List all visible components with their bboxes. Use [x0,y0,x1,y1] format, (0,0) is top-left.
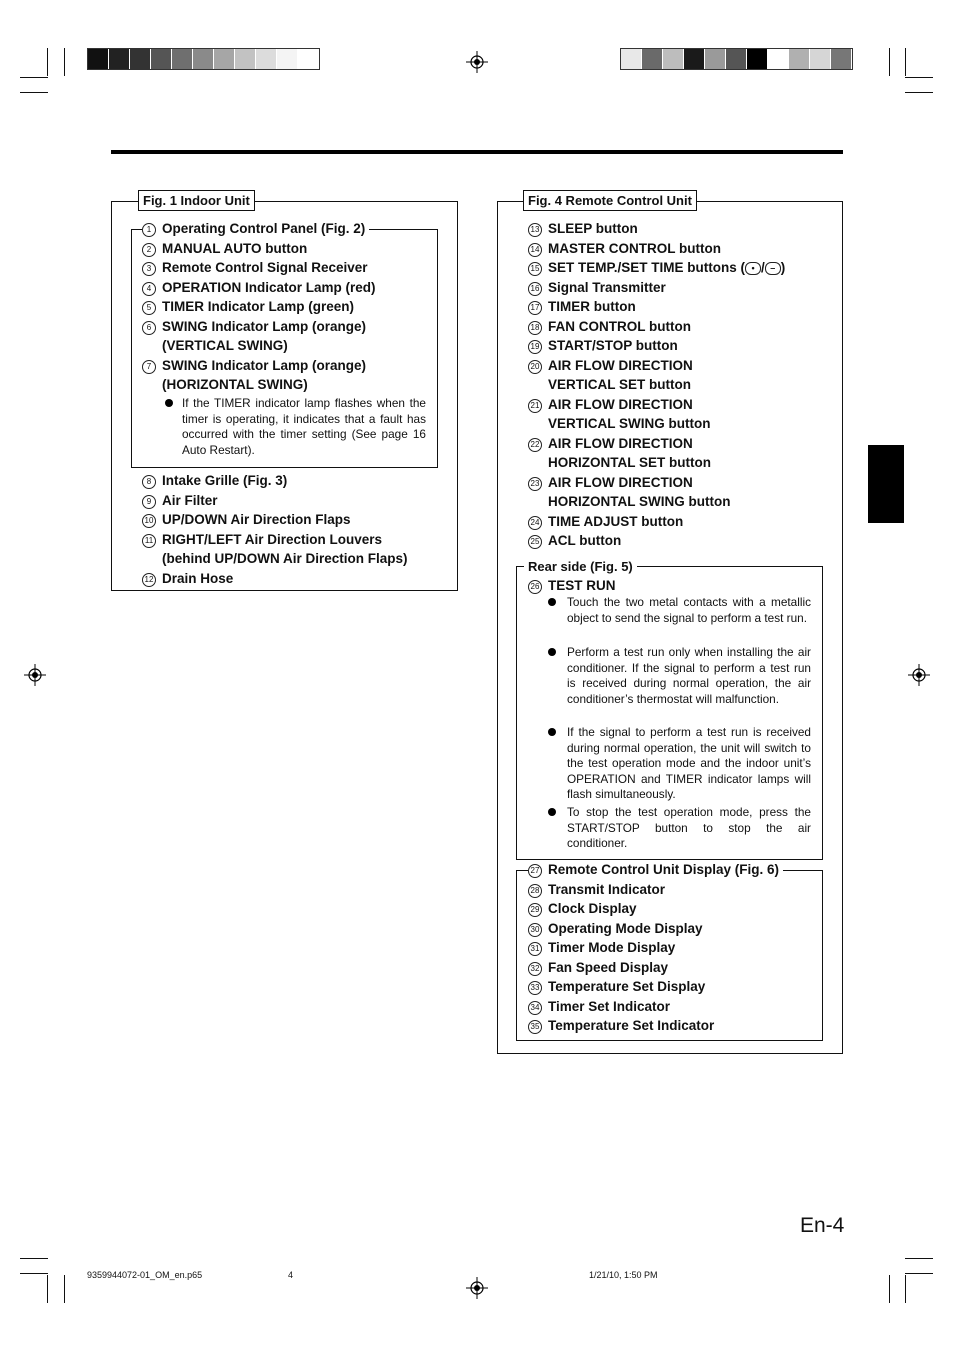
registration-mark-icon [908,664,930,686]
test-run-note-2: Perform a test run only when installing the air conditioner. If the signal to perform a test run is received during normal operation, the air conditioner’s thermostat will malfunction. [567,645,811,706]
color-swatch [621,49,642,69]
test-run-note-3: If the signal to perform a test run is received during normal operation, the unit will switch to the test operation mode and the indoor unit’s OPERATION and TIMER indicator lamps will flash simultaneously. [567,725,811,801]
item-number-icon: 30 [528,923,542,937]
list-item [142,317,366,356]
registration-mark-icon [466,1277,488,1299]
item-label: Timer Set Indicator [548,998,671,1014]
item-label-continued: VERTICAL SET button [548,377,691,392]
item-number-icon: 25 [528,535,542,549]
list-item [528,336,678,356]
item-label: SWING Indicator Lamp (orange) [162,318,367,334]
list-item [528,531,621,551]
crop-mark [905,1273,933,1274]
footer-page: 4 [288,1270,294,1280]
list-item [528,512,683,532]
item-label: MASTER CONTROL button [548,240,721,256]
color-swatch [193,49,214,69]
crop-mark [905,1258,933,1259]
item-number-icon: 2 [142,243,156,257]
item-number-icon: 10 [142,514,156,528]
item-label: SWING Indicator Lamp (orange) [162,357,367,373]
crop-mark [889,1275,890,1303]
item-number-icon: 13 [528,223,542,237]
item-number-icon: 11 [142,534,156,548]
item-number-icon: 14 [528,243,542,257]
color-swatch-bar-left [87,48,320,70]
color-swatch [172,49,193,69]
item-label: Fan Speed Display [548,959,669,975]
item-number-icon: 12 [142,573,156,587]
item-label: AIR FLOW DIRECTION [548,396,693,412]
item-label: OPERATION Indicator Lamp (red) [162,279,376,295]
bullet-icon [548,648,556,656]
list-item [528,278,666,298]
item-label: START/STOP button [548,338,678,353]
header-rule [111,150,843,154]
item-label: AIR FLOW DIRECTION [548,474,693,490]
test-run-note-4: To stop the test operation mode, press the START/STOP button to stop the air conditioner. [567,805,811,850]
item-label: Timer Mode Display [548,940,676,955]
color-swatch [151,49,172,69]
item-number-icon: 28 [528,884,542,898]
item-number-icon: 26 [528,580,542,594]
color-swatch [235,49,256,69]
list-item [142,239,307,259]
item-label: Remote Control Signal Receiver [162,260,368,275]
list-item [142,297,354,317]
list-item [528,434,711,473]
bullet-icon [548,728,556,736]
fig4-title: Fig. 4 Remote Control Unit [523,190,697,211]
item-number-icon: 32 [528,962,542,976]
crop-mark [905,92,933,93]
rear-side-label: Rear side (Fig. 5) [524,559,637,574]
color-swatch [642,49,663,69]
item-number-icon: 21 [528,399,542,413]
item-number-icon: 7 [142,360,156,374]
color-swatch [684,49,705,69]
item-number-icon: 27 [528,864,542,878]
item-number-icon: 33 [528,981,542,995]
list-item [528,219,638,239]
color-swatch [768,49,789,69]
color-swatch [789,49,810,69]
item-number-icon: 17 [528,301,542,315]
item-label: SLEEP button [548,221,638,236]
item-label: FAN CONTROL button [548,318,691,334]
list-item [142,491,218,511]
color-swatch-bar-right [620,48,853,70]
test-run-label: TEST RUN [548,578,616,593]
crop-mark [905,1275,906,1303]
item-label: AIR FLOW DIRECTION [548,357,693,373]
item-label-continued: HORIZONTAL SET button [548,455,711,470]
item-number-icon: 16 [528,282,542,296]
footer-filename: 9359944072-01_OM_en.p65 [87,1270,203,1280]
color-swatch [277,49,298,69]
item-label: TIMER Indicator Lamp (green) [162,299,355,314]
list-item [142,510,351,530]
item-number-icon: 24 [528,516,542,530]
color-swatch [109,49,130,69]
list-item [528,997,670,1017]
registration-mark-icon [24,664,46,686]
color-swatch [810,49,831,69]
item-number-icon: 31 [528,942,542,956]
crop-mark [889,48,890,76]
list-item [528,395,710,434]
list-item [528,356,693,395]
bullet-icon [548,808,556,816]
item-label: Intake Grille (Fig. 3) [162,473,288,488]
list-item [142,356,366,395]
color-swatch [88,49,109,69]
color-swatch [130,49,151,69]
item-label: AIR FLOW DIRECTION [548,435,693,451]
item-number-icon: 29 [528,903,542,917]
item-number-icon: 6 [142,321,156,335]
item-label: UP/DOWN Air Direction Flaps [162,512,351,527]
item-label: Operating Mode Display [548,920,703,936]
item-label: Air Filter [162,492,218,508]
temp-up-button-icon: • [745,262,761,275]
item-label-suffix: ) [780,260,786,275]
list-item [142,471,287,491]
color-swatch [256,49,277,69]
item-number-icon: 34 [528,1001,542,1015]
item-number-icon: 4 [142,282,156,296]
item-number-icon: 18 [528,321,542,335]
test-run-item [528,576,616,596]
crop-mark [20,77,48,78]
color-swatch [726,49,747,69]
list-item [528,958,668,978]
list-item [528,938,675,958]
footer-date: 1/21/10, 1:50 PM [589,1270,658,1280]
color-swatch [214,49,235,69]
item-label: SET TEMP./SET TIME buttons ( [548,260,746,275]
item-label: RIGHT/LEFT Air Direction Louvers [162,531,383,547]
list-item [142,569,233,589]
crop-mark [47,48,48,76]
crop-mark [20,92,48,93]
crop-mark [20,1273,48,1274]
list-item [142,258,368,278]
item-label: ACL button [548,533,622,548]
item-label: TIME ADJUST button [548,513,684,529]
item-label: Operating Control Panel (Fig. 2) [162,221,366,236]
item-label-continued: (HORIZONTAL SWING) [162,377,308,392]
color-swatch [298,49,319,69]
item-number-icon: 3 [142,262,156,276]
item-label: MANUAL AUTO button [162,240,308,256]
item-number-icon: 20 [528,360,542,374]
fig1-timer-note: If the TIMER indicator lamp flashes when the timer is operating, it indicates that a fault has occurred with the timer setting (See page 16 Auto Restart). [182,396,426,457]
item-number-icon: 8 [142,475,156,489]
list-item [528,317,691,337]
crop-mark [905,48,906,76]
list-item [528,899,637,919]
page-number: En-4 [800,1214,845,1237]
registration-mark-icon [466,51,488,73]
item-label: Temperature Set Indicator [548,1018,715,1033]
item-number-icon: 15 [528,262,542,276]
test-run-note-1: Touch the two metal contacts with a metallic object to send the signal to perform a test run. [567,595,811,625]
item-number-icon: 1 [142,223,156,237]
list-item [142,219,369,239]
item-label-continued: (VERTICAL SWING) [162,338,288,353]
list-item [528,473,730,512]
crop-mark [905,77,933,78]
item-number-icon: 19 [528,340,542,354]
item-label-continued: VERTICAL SWING button [548,416,711,431]
color-swatch [705,49,726,69]
color-swatch [663,49,684,69]
item-label: Signal Transmitter [548,279,666,295]
list-item [528,919,703,939]
crop-mark [64,48,65,76]
list-item [142,530,408,569]
item-number-icon: 9 [142,495,156,509]
language-side-tab [868,445,904,523]
crop-mark [47,1275,48,1303]
list-item [528,258,785,278]
item-label: Drain Hose [162,570,234,586]
item-label-continued: (behind UP/DOWN Air Direction Flaps) [162,551,408,566]
crop-mark [64,1275,65,1303]
color-swatch [831,49,852,69]
list-item [142,278,376,298]
item-number-icon: 22 [528,438,542,452]
temp-down-button-icon: – [765,262,781,275]
list-item [528,860,783,880]
item-label: TIMER button [548,299,636,314]
list-item [528,977,705,997]
bullet-icon [548,598,556,606]
slash-separator: / [761,260,765,275]
item-label: Transmit Indicator [548,881,666,897]
crop-mark [20,1258,48,1259]
item-number-icon: 5 [142,301,156,315]
item-label-continued: HORIZONTAL SWING button [548,494,731,509]
list-item [528,880,665,900]
bullet-icon [165,399,173,407]
list-item [528,239,721,259]
list-item [528,1016,714,1036]
color-swatch [747,49,768,69]
list-item [528,297,636,317]
item-number-icon: 23 [528,477,542,491]
item-label: Temperature Set Display [548,979,706,994]
item-label: Remote Control Unit Display (Fig. 6) [548,862,780,877]
item-label: Clock Display [548,901,637,916]
fig1-title: Fig. 1 Indoor Unit [138,190,255,211]
item-number-icon: 35 [528,1020,542,1034]
